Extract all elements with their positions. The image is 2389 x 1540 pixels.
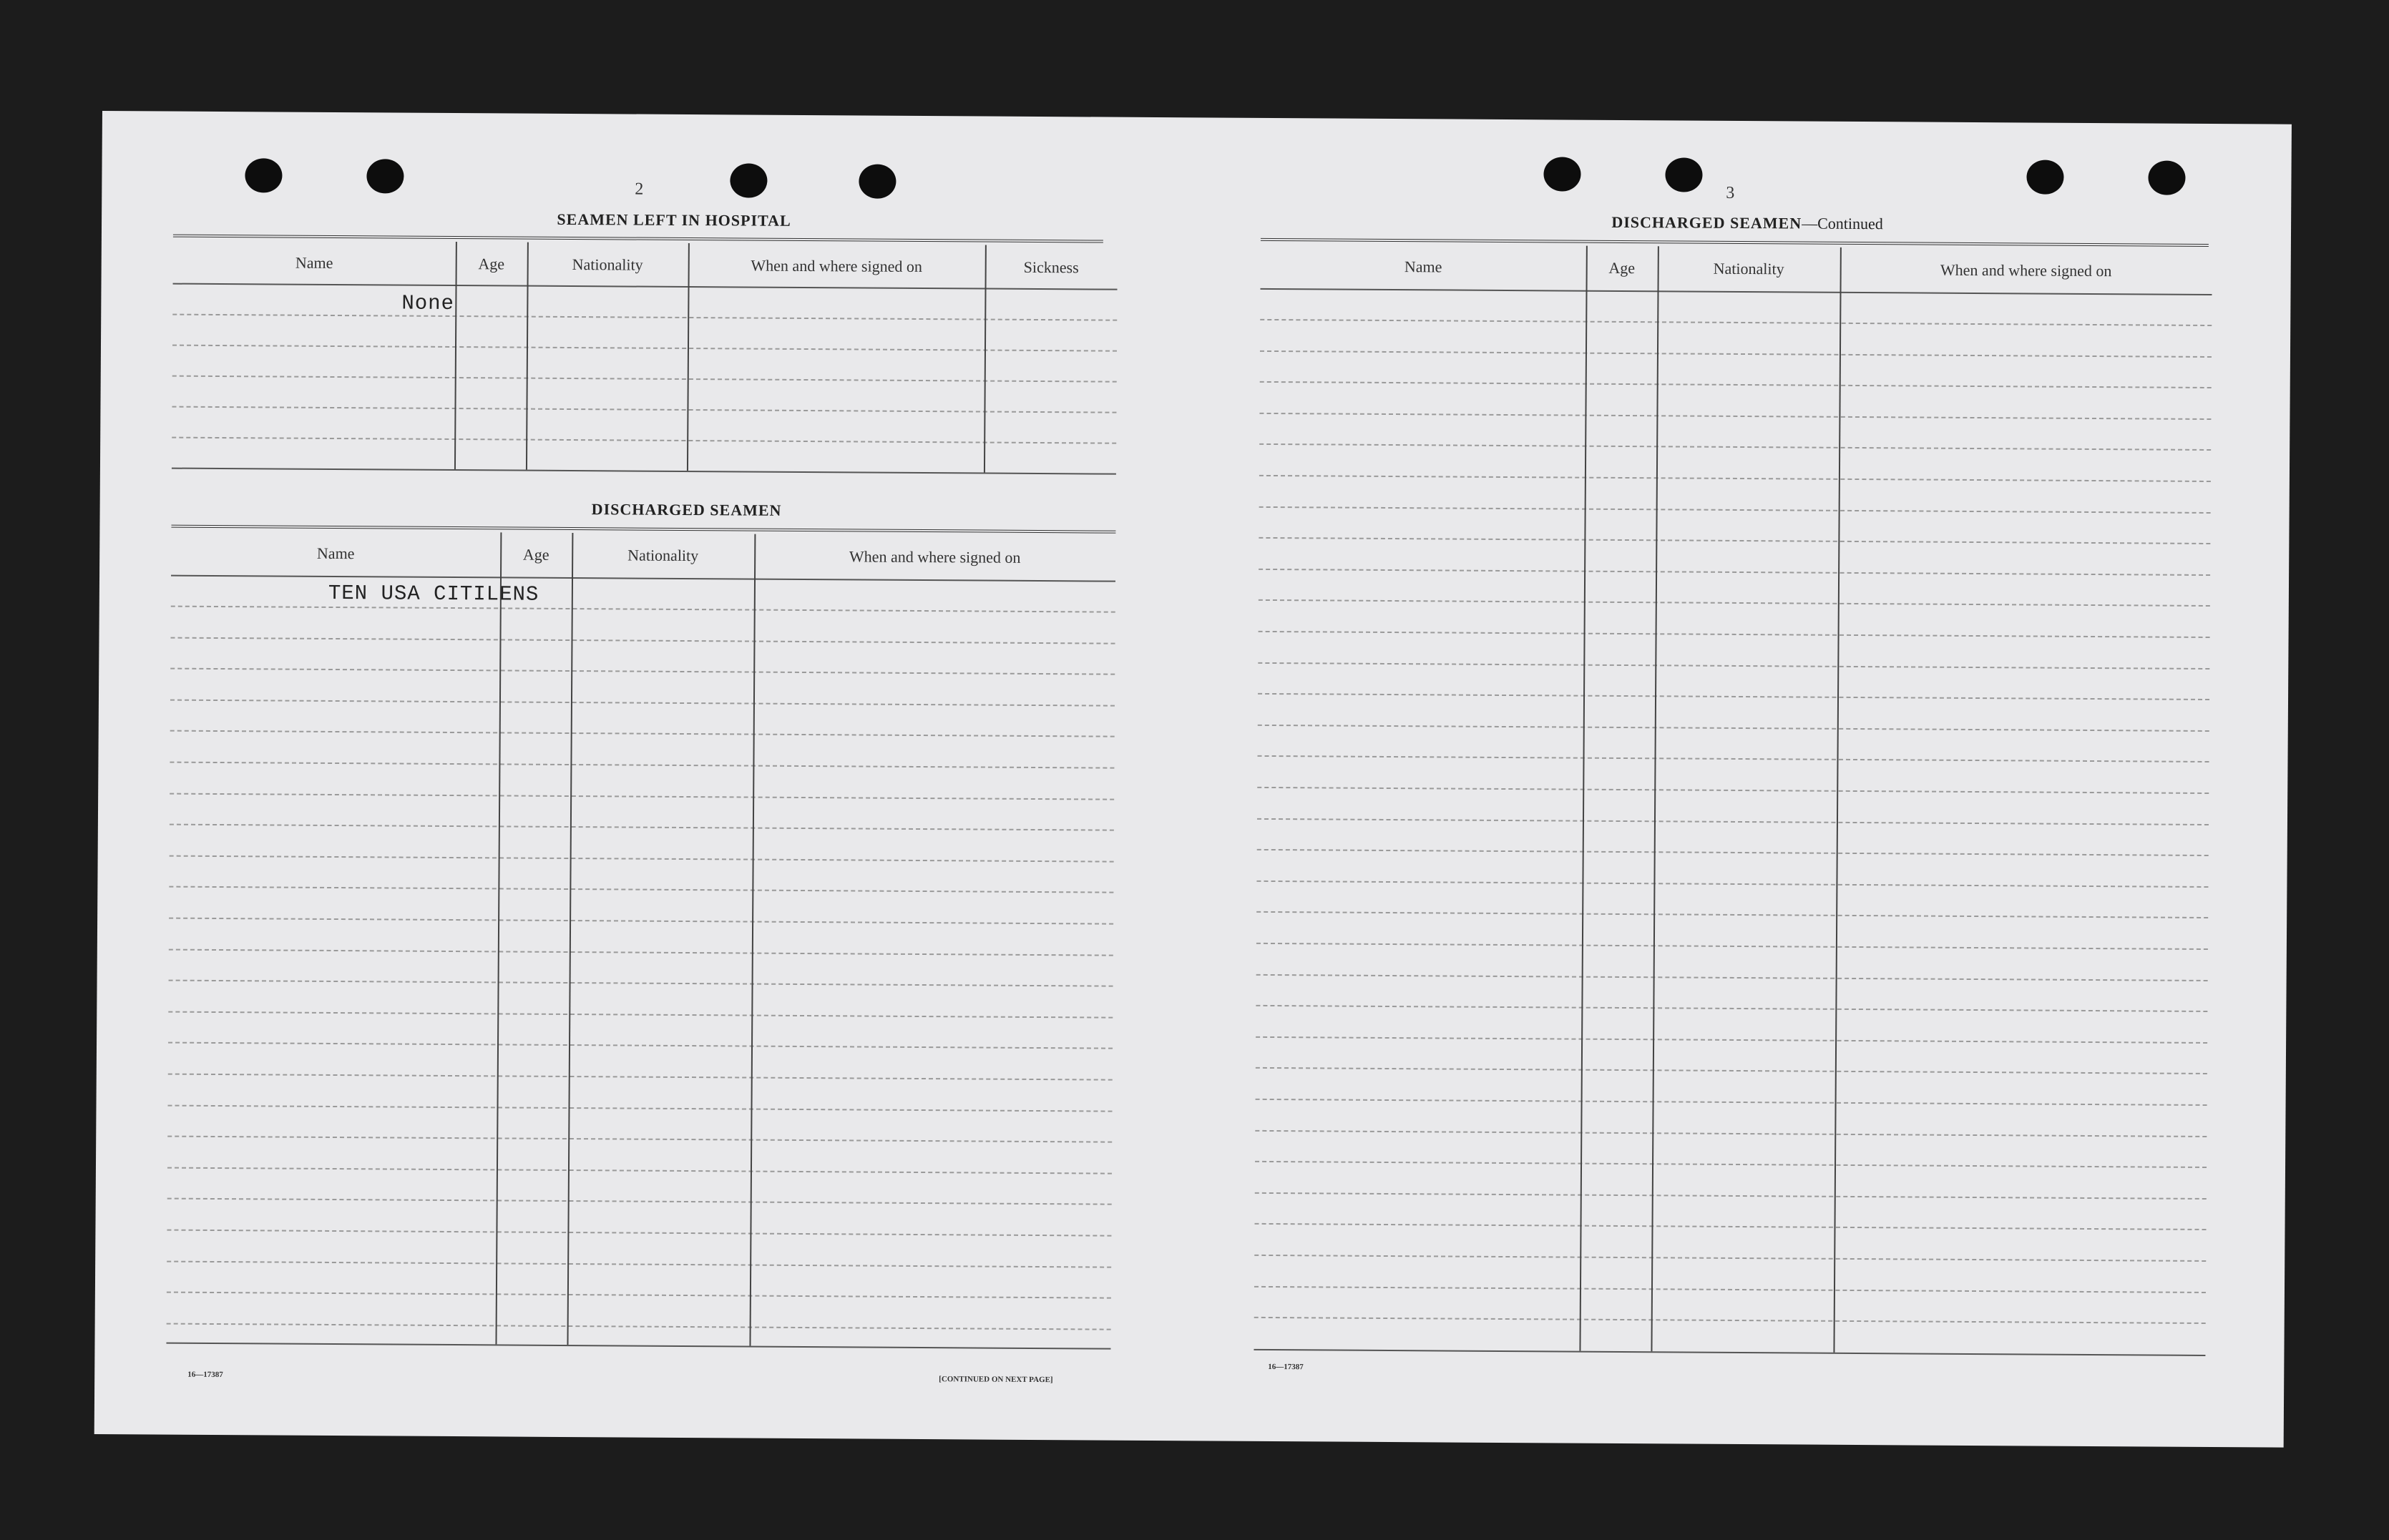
column-header-name: Name <box>316 544 355 563</box>
row-line <box>1257 849 2209 856</box>
table-bottom-rule <box>172 468 1116 475</box>
row-line <box>1258 693 2209 700</box>
punch-hole <box>245 158 282 192</box>
row-line <box>1256 943 2208 950</box>
table-bottom-rule <box>166 1343 1110 1350</box>
form-number: 16—17387 <box>1268 1362 1304 1372</box>
row-line <box>1254 1255 2206 1262</box>
column-divider <box>526 242 529 470</box>
column-divider <box>749 534 756 1346</box>
row-line <box>170 855 1114 862</box>
column-header-age: Age <box>522 545 549 564</box>
column-divider <box>1579 246 1587 1351</box>
row-line <box>1254 1285 2206 1293</box>
row-line <box>170 668 1115 675</box>
row-line <box>172 345 1117 352</box>
column-header-when-where: When and where signed on <box>1940 260 2112 280</box>
row-line <box>1259 537 2210 544</box>
row-line <box>1259 475 2211 482</box>
row-line <box>172 376 1117 383</box>
row-line <box>170 730 1115 737</box>
page-number: 3 <box>1726 183 1735 202</box>
row-line <box>1255 1223 2207 1230</box>
column-header-name: Name <box>295 253 333 272</box>
punch-hole <box>859 164 896 198</box>
row-line <box>168 1104 1113 1112</box>
punch-hole <box>2026 160 2063 194</box>
discharged-table <box>166 531 1115 1366</box>
hospital-section-title: SEAMEN LEFT IN HOSPITAL <box>557 210 791 230</box>
row-line <box>170 824 1114 831</box>
row-line <box>1255 1129 2207 1137</box>
form-number: 16—17387 <box>187 1370 223 1380</box>
column-header-name: Name <box>1404 258 1442 276</box>
punch-hole <box>2148 160 2185 195</box>
column-divider <box>454 242 457 469</box>
row-line <box>167 1323 1111 1330</box>
row-line <box>1256 881 2208 888</box>
row-line <box>168 1042 1113 1049</box>
row-line <box>1259 506 2211 513</box>
punch-hole <box>1665 157 1702 192</box>
row-line <box>172 406 1116 413</box>
column-divider <box>567 533 573 1345</box>
hospital-table <box>172 240 1118 489</box>
column-divider <box>1651 246 1658 1351</box>
row-line <box>1258 662 2209 669</box>
row-line <box>167 1136 1112 1143</box>
row-line <box>1256 1005 2207 1012</box>
row-line <box>167 1292 1111 1299</box>
column-divider <box>687 243 690 471</box>
row-line <box>1256 1099 2207 1106</box>
row-line <box>1255 1161 2207 1168</box>
row-line <box>172 314 1117 321</box>
column-header-age: Age <box>478 255 505 273</box>
row-line <box>169 918 1113 925</box>
discharged-entry: TEN USA CITILENS <box>328 581 539 607</box>
page-number: 2 <box>635 180 644 199</box>
header-rule <box>173 283 1118 290</box>
row-line <box>168 1074 1113 1081</box>
column-header-age: Age <box>1608 258 1636 278</box>
row-line <box>1259 569 2210 576</box>
row-line <box>1257 818 2209 825</box>
row-line <box>1259 599 2210 607</box>
column-divider <box>495 532 502 1344</box>
title-suffix: —Continued <box>1802 214 1883 233</box>
row-line <box>1256 1067 2207 1074</box>
column-header-nationality: Nationality <box>572 255 643 274</box>
document-sheet <box>94 111 2292 1448</box>
discharged-continued-title <box>1561 212 1933 233</box>
punch-hole <box>730 163 767 197</box>
row-line <box>167 1260 1111 1267</box>
row-line <box>168 1011 1113 1018</box>
row-line <box>167 1230 1111 1237</box>
row-line <box>170 793 1114 800</box>
column-divider <box>984 245 987 473</box>
row-line <box>1260 319 2212 326</box>
row-line <box>1259 631 2210 638</box>
discharged-continued-table <box>1254 244 2212 1365</box>
row-line <box>169 886 1113 893</box>
column-header-nationality: Nationality <box>627 546 699 565</box>
column-header-sickness: Sickness <box>1023 258 1079 277</box>
continued-note: [CONTINUED ON NEXT PAGE] <box>939 1375 1053 1385</box>
row-line <box>1259 413 2211 420</box>
row-line <box>170 699 1115 706</box>
row-line <box>1258 755 2209 762</box>
row-line <box>1256 973 2208 981</box>
left-page <box>102 111 2292 1385</box>
row-line <box>172 437 1116 444</box>
row-line <box>1256 911 2208 918</box>
row-line <box>1256 1036 2207 1044</box>
row-line <box>170 762 1114 769</box>
column-header-nationality: Nationality <box>1713 259 1784 278</box>
row-line <box>169 980 1113 987</box>
row-line <box>1254 1317 2206 1324</box>
row-line <box>167 1167 1112 1174</box>
punch-hole <box>1543 157 1581 191</box>
header-rule <box>1261 288 2212 295</box>
header-rule <box>171 575 1115 582</box>
row-line <box>167 1198 1112 1205</box>
table-bottom-rule <box>1254 1349 2205 1356</box>
discharged-section-title: DISCHARGED SEAMEN <box>591 500 782 519</box>
column-header-when-where: When and where signed on <box>751 256 923 276</box>
row-line <box>1260 350 2212 357</box>
row-line <box>1259 443 2211 451</box>
column-header-when-where: When and where signed on <box>849 547 1021 567</box>
row-line <box>1257 787 2209 794</box>
row-line <box>171 606 1115 613</box>
punch-hole <box>366 159 404 193</box>
title-main: DISCHARGED SEAMEN <box>1611 212 1802 232</box>
row-line <box>169 948 1113 956</box>
row-line <box>1255 1192 2207 1200</box>
row-line <box>170 637 1115 644</box>
row-line <box>1260 381 2212 388</box>
hospital-entry: None <box>401 291 455 316</box>
column-divider <box>1833 247 1841 1353</box>
row-line <box>1258 725 2209 732</box>
